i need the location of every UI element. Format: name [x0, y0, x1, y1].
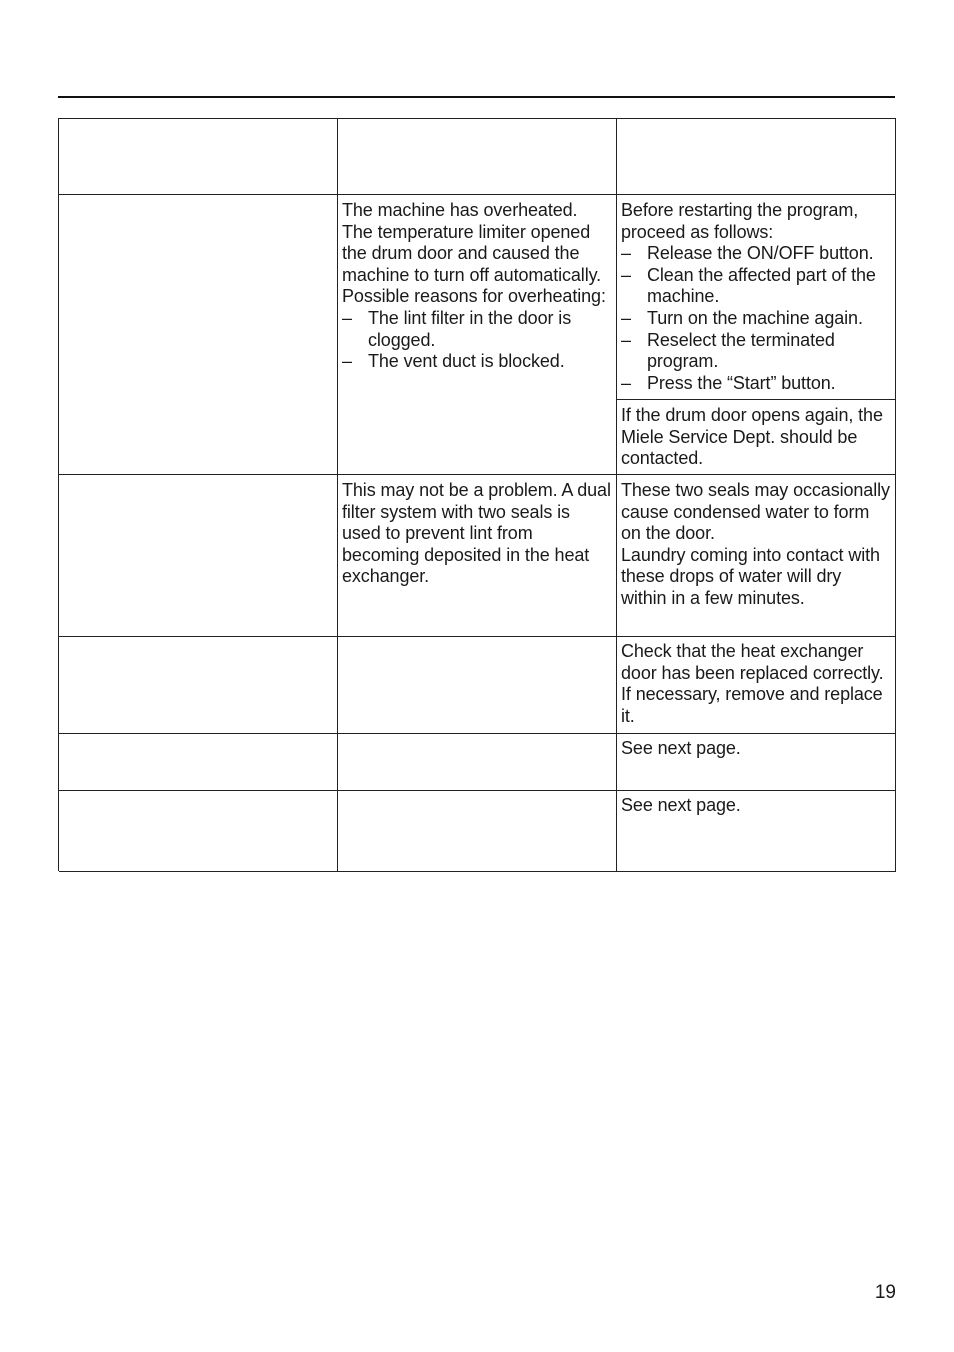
list-item-text: Clean the affected part of the machine.	[647, 264, 876, 307]
dash-marker: –	[621, 372, 631, 393]
list-item	[342, 351, 612, 373]
row6-problem-cell	[59, 791, 338, 872]
row2-cause-cell	[338, 195, 617, 475]
row2-problem-cell	[59, 195, 338, 475]
row4-cause-cell	[338, 637, 617, 734]
row5-problem-cell	[59, 734, 338, 791]
dash-marker: –	[621, 243, 631, 264]
row2-cause-line-3: Possible reasons for overheating:	[342, 286, 606, 307]
row5-cause-cell	[338, 734, 617, 791]
list-item	[621, 265, 895, 308]
dash-marker: –	[621, 264, 631, 285]
list-item-text: The vent duct is blocked.	[368, 351, 565, 372]
row5-remedy: See next page.	[621, 738, 741, 758]
top-rule	[58, 96, 895, 98]
row3-cause-cell	[338, 475, 617, 637]
row2-remedy-cell	[617, 195, 896, 400]
row4-remedy-cell	[617, 637, 896, 734]
dash-marker: –	[342, 351, 352, 372]
list-item-text: Turn on the machine again.	[647, 307, 863, 328]
row2-cause-line-2: The temperature limiter opened the drum door and caused the machine to turn off automatically.	[342, 221, 602, 285]
row3-problem-cell	[59, 475, 338, 637]
row2-remedy-intro: Before restarting the program, proceed as follows:	[621, 200, 859, 242]
dash-marker: –	[621, 307, 631, 328]
row3-remedy-line-2: Laundry coming into contact with these drops of water will dry within in a few minutes.	[621, 544, 880, 608]
row2-remedy-list	[621, 243, 895, 394]
row3-remedy-cell	[617, 475, 896, 637]
header-cause-cell	[338, 119, 617, 195]
dash-marker: –	[342, 307, 352, 328]
row4-problem-cell	[59, 637, 338, 734]
page-number: 19	[874, 1282, 896, 1303]
row5-remedy-cell	[617, 734, 896, 791]
list-item	[621, 373, 895, 395]
list-item-text: Press the “Start” button.	[647, 372, 836, 393]
list-item	[621, 243, 895, 265]
row3-remedy-line-1: These two seals may occasionally cause condensed water to form on the door.	[621, 480, 890, 544]
list-item-text: Reselect the terminated program.	[647, 329, 835, 372]
row4-remedy: Check that the heat exchanger door has been replaced correctly. If necessary, remove and replace it.	[621, 641, 884, 726]
header-remedy-cell	[617, 119, 896, 195]
list-item-text: The lint filter in the door is clogged.	[368, 307, 572, 350]
header-problem-cell	[59, 119, 338, 195]
row2-cause-list	[342, 308, 612, 373]
row2-remedy-extra: If the drum door opens again, the Miele Service Dept. should be contacted.	[621, 405, 883, 469]
list-item-text: Release the ON/OFF button.	[647, 243, 874, 264]
row2-cause-line-1: The machine has overheated.	[342, 200, 578, 220]
dash-marker: –	[621, 329, 631, 350]
row3-cause: This may not be a problem. A dual filter system with two seals is used to prevent lint from becoming deposited in the heat exchanger.	[342, 480, 611, 587]
troubleshooting-table	[58, 118, 896, 871]
row6-cause-cell	[338, 791, 617, 872]
list-item	[342, 308, 612, 351]
row6-remedy-cell	[617, 791, 896, 872]
list-item	[621, 308, 895, 330]
row2-remedy-extra-cell	[617, 400, 896, 475]
list-item	[621, 330, 895, 373]
row6-remedy: See next page.	[621, 795, 741, 815]
